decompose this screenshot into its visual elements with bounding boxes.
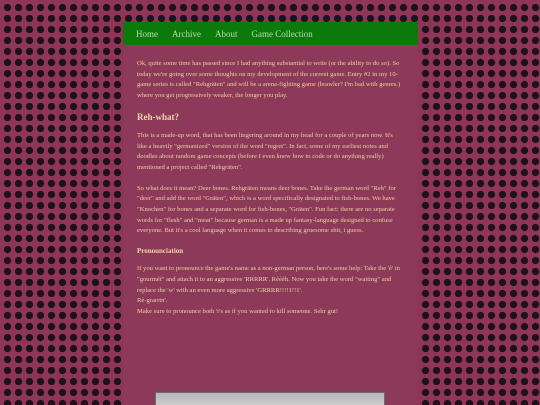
top-nav xyxy=(123,22,418,45)
nav-home-link[interactable]: Home xyxy=(136,28,158,39)
section-heading: Pronounciation xyxy=(137,247,184,256)
article-body xyxy=(123,45,418,318)
paragraph-line: Make sure to pronounce both 'r's as if you wanted to kill someone. Sehr gut! xyxy=(137,307,339,315)
nav-archive-link[interactable]: Archive xyxy=(172,28,201,39)
nav-game-collection-link[interactable]: Game Collection xyxy=(251,28,313,39)
paragraph-line: If you want to pronounce the game's name as a non-german person, here's some help: Take the 'è' in "gourmèt" and attach it to an aggressive 'RRRRR'. Rèèèh. Now you take the word "waiting" and replace the 'w' with an even more aggressive 'GRRRR!!!!1!!1'. xyxy=(137,265,400,294)
nav-about-link[interactable]: About xyxy=(215,28,238,39)
paragraph: So what does it mean? Deer bones. Rehgräten means deer bones. Take the german word "Reh" for "deer" and add the word "Gräten", which is a word specifically designated to fish-bones. We have "Knochen" for bones and a separate word for fish-bones, "Gräten". Fun fact: there are no separate words for "flesh" and "meat" because german is a made up fantasy-language designed to confuse everyone. But it's a cool language when it comes to describing gruesome shit, i guess. xyxy=(137,184,396,235)
content-panel xyxy=(123,22,418,405)
section-heading: Reh-what? xyxy=(137,111,179,122)
pronunciation-paragraph xyxy=(137,264,404,318)
paragraph: This is a made-up word, that has been lingering around in my head for a couple of years now. It's like a heavily "germanized" version of the word "regret". In fact, some of my earliest notes and doodles about random game concepts (before I even knew how to code or do anything really) mentioned a project called "Rehgräten". xyxy=(137,131,393,171)
paragraph-line: Rè-grarrtn'. xyxy=(137,297,168,305)
article-image xyxy=(155,392,385,405)
intro-paragraph: Ok, quite some time has passed since I had anything substantial to write (or the ability to do so). So today we're going over some thoughts on my development of the current game. Entry #2 in my 10-game series is called "Rehgräten" and will be a arena-fighting game (brawler? I'm bad with genres.) where you get progressively weaker, the longer you play. xyxy=(137,60,401,100)
